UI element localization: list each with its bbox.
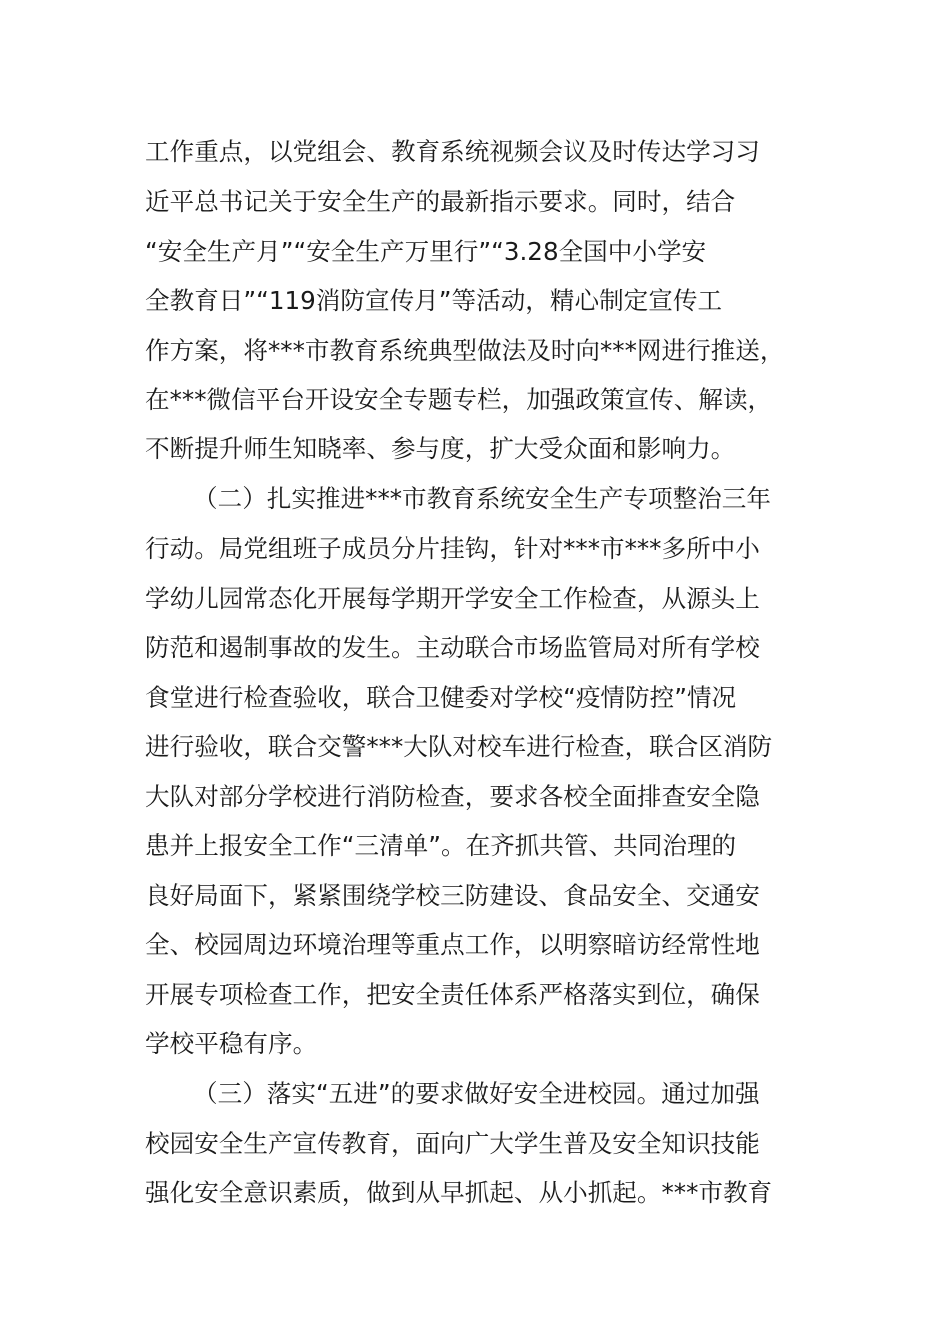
text-line: 学幼儿园常态化开展每学期开学安全工作检查，从源头上	[145, 584, 760, 613]
text-line: 在***微信平台开设安全专题专栏，加强政策宣传、解读，	[145, 385, 773, 414]
text-line: 工作重点，以党组会、教育系统视频会议及时传达学习习	[145, 137, 760, 166]
text-line: 强化安全意识素质，做到从早抓起、从小抓起。***市教育	[145, 1178, 773, 1207]
text-line: 开展专项检查工作，把安全责任体系严格落实到位，确保	[145, 980, 760, 1009]
text-line: 行动。局党组班子成员分片挂钩，针对***市***多所中小	[145, 534, 760, 563]
text-line: 校园安全生产宣传教育，面向广大学生普及安全知识技能	[145, 1129, 760, 1158]
text-line: 良好局面下，紧紧围绕学校三防建设、食品安全、交通安	[145, 881, 760, 910]
text-line: 作方案，将***市教育系统典型做法及时向***网进行推送，	[145, 336, 785, 365]
text-line: 防范和遏制事故的发生。主动联合市场监管局对所有学校	[145, 633, 760, 662]
text-line: 学校平稳有序。	[145, 1029, 318, 1058]
text-line: 全教育日”“119消防宣传月”等活动，精心制定宣传工	[145, 286, 723, 315]
paragraph-start-line: （二）扎实推进***市教育系统安全生产专项整治三年	[193, 484, 771, 513]
paragraph-start-line: （三）落实“五进”的要求做好安全进校园。通过加强	[193, 1079, 760, 1108]
text-line: 进行验收，联合交警***大队对校车进行检查，联合区消防	[145, 732, 773, 761]
text-line: “安全生产月”“安全生产万里行”“3.28全国中小学安	[145, 237, 707, 266]
text-line: 患并上报安全工作“三清单”。在齐抓共管、共同治理的	[145, 831, 737, 860]
text-line: 食堂进行检查验收，联合卫健委对学校“疫情防控”情况	[145, 683, 737, 712]
text-line: 全、校园周边环境治理等重点工作，以明察暗访经常性地	[145, 930, 760, 959]
text-line: 近平总书记关于安全生产的最新指示要求。同时，结合	[145, 187, 736, 216]
text-line: 大队对部分学校进行消防检查，要求各校全面排查安全隐	[145, 782, 760, 811]
text-line: 不断提升师生知晓率、参与度，扩大受众面和影响力。	[145, 434, 736, 463]
